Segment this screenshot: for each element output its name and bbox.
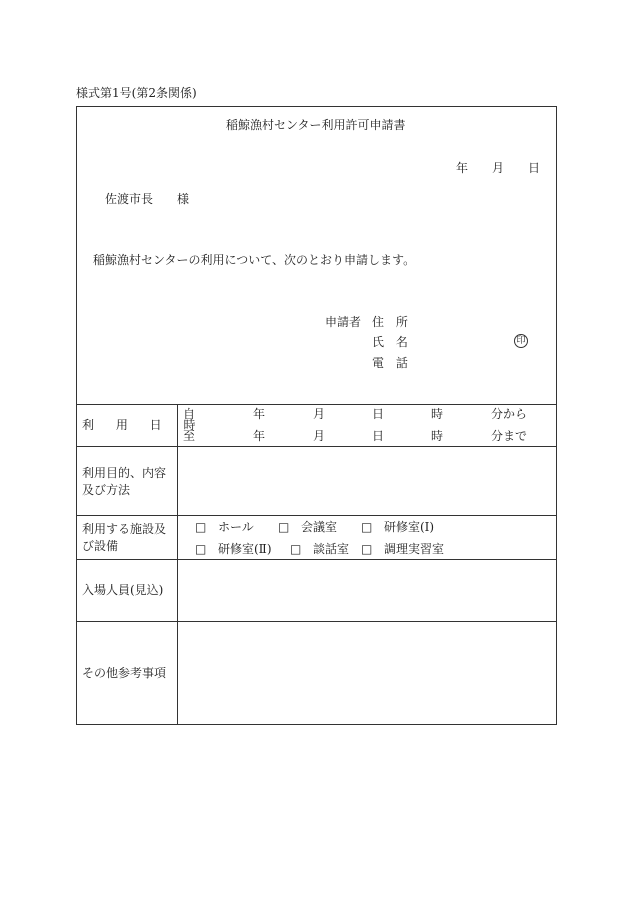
row-divider-facilities [76,515,557,516]
attendance-label: 入場人員(見込) [82,583,164,597]
addressee-name: 佐渡市長 [105,192,154,206]
facility-option-cooking-room: 調理実習室 [384,542,445,556]
purpose-label-line1: 利用目的、内容 [82,466,167,480]
facilities-label-line1: 利用する施設及 [82,522,167,536]
facility-option-training-room-2: 研修室(Ⅱ) [218,542,272,556]
other-notes-field[interactable] [180,624,554,723]
from-hour: 時 [431,407,444,421]
checkbox-hall[interactable]: □ [195,520,207,534]
date-month-label: 月 [492,161,505,175]
addressee-honorific: 様 [177,192,190,206]
to-minute: 分まで [491,429,528,443]
datetime-row-label [82,418,205,432]
facility-option-meeting-room: 会議室 [301,520,338,534]
datetime-row-label-text: 利 用 日 時 [82,418,205,432]
facility-option-training-room-1: 研修室(Ⅰ) [384,520,435,534]
form-title: 稲鯨漁村センター利用許可申請書 [226,118,406,132]
from-year: 年 [253,407,266,421]
checkbox-meeting-room[interactable]: □ [278,520,290,534]
purpose-field[interactable] [180,449,554,513]
to-day: 日 [372,429,385,443]
checkbox-training-room-2[interactable]: □ [195,542,207,556]
checkbox-cooking-room[interactable]: □ [361,542,373,556]
row-divider-purpose [76,446,557,447]
applicant-label: 申請者 [325,315,362,329]
attendance-field[interactable] [180,562,554,619]
from-month: 月 [313,407,326,421]
checkbox-training-room-1[interactable]: □ [361,520,373,534]
seal-mark: 印 [514,334,528,348]
to-year: 年 [253,429,266,443]
form-number: 様式第1号(第2条関係) [76,86,197,100]
facilities-label-line2: び設備 [82,539,119,553]
row-divider-attendance [76,559,557,560]
facility-option-hall: ホール [218,520,254,534]
checkbox-lounge[interactable]: □ [290,542,302,556]
other-notes-label: その他参考事項 [82,666,167,680]
applicant-phone-label: 電 話 [372,356,412,370]
from-day: 日 [372,407,385,421]
to-prefix: 至 [183,429,196,443]
from-prefix: 自 [183,407,196,421]
to-month: 月 [313,429,326,443]
application-statement: 稲鯨漁村センターの利用について、次のとおり申請します。 [93,253,416,267]
row-divider-other [76,621,557,622]
row-divider-datetime [76,404,557,405]
from-minute: 分から [491,407,528,421]
to-hour: 時 [431,429,444,443]
facility-option-lounge: 談話室 [313,542,350,556]
applicant-name-label: 氏 名 [372,335,412,349]
date-year-label: 年 [456,161,469,175]
date-day-label: 日 [528,161,541,175]
applicant-address-label: 住 所 [372,315,412,329]
purpose-label-line2: 及び方法 [82,483,131,497]
label-column-divider [177,404,178,725]
